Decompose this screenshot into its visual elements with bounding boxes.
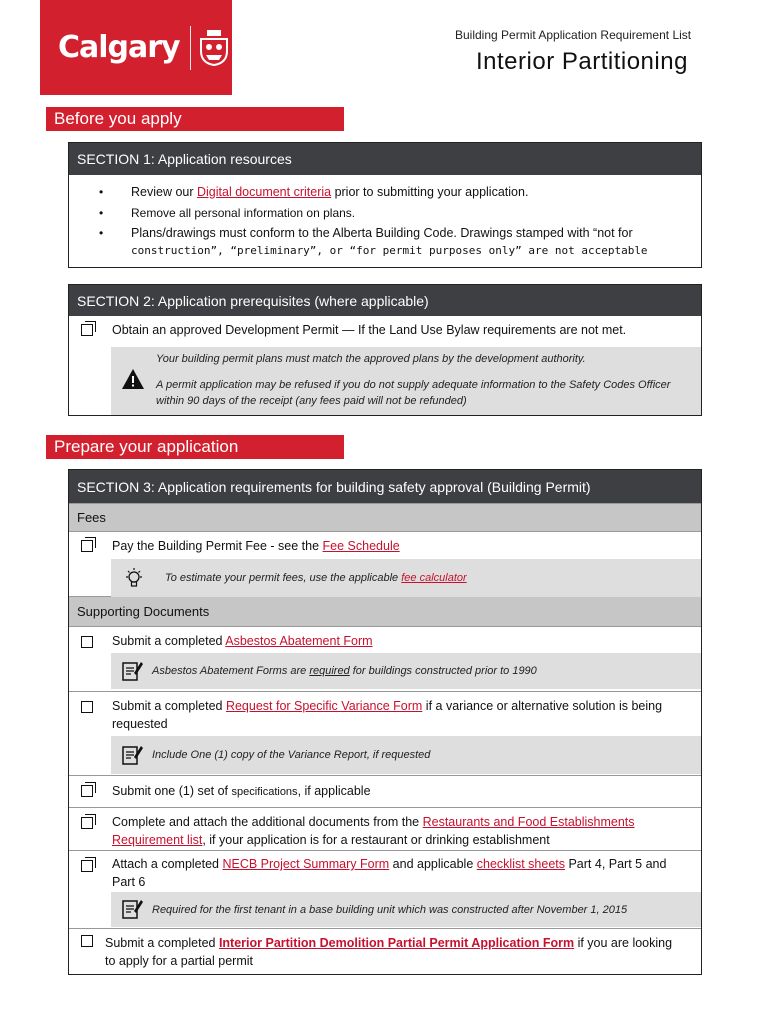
list-item: Submit one (1) set of specifications, if applicable [69,775,701,807]
info-note: Asbestos Abatement Forms are required for buildings constructed prior to 1990 [111,653,701,689]
city-crest-icon [197,29,231,67]
demolition-partial-permit-form-link[interactable]: Interior Partition Demolition Partial Permit Application Form [218,936,575,950]
document-title: Interior Partitioning [476,48,688,75]
section-3-header: SECTION 3: Application requirements for building safety approval (Building Permit) [69,470,701,503]
restaurants-requirement-list-link[interactable]: Restaurants and Food Establishments Requirement list [112,815,635,847]
section-1-bullets [69,175,701,264]
note-pencil-icon [121,659,143,683]
list-item: Submit a completed Interior Partition Demolition Partial Permit Application Form if you are looking to apply for a partial permit [69,928,701,974]
development-permit-item: Obtain an approved Development Permit — If the Land Use Bylaw requirements are not met. [112,323,627,337]
bullet-item: • Review our Digital document criteria prior to submitting your application. [99,185,529,199]
list-item: Complete and attach the additional documents from the Restaurants and Food Establishments Requirement list, if your application is for a restaurant or drinking establishment [69,807,701,850]
info-note: Required for the first tenant in a base building unit which was constructed after November 1, 2015 [111,892,701,927]
warning-triangle-icon [121,368,145,390]
checklist-sheets-link[interactable]: checklist sheets [476,857,565,871]
note-pencil-icon [121,743,143,767]
bullet-item: • Plans/drawings must conform to the Alberta Building Code. Drawings stamped with “not for construction”, “preliminary”, or “for permit purposes only” are not acceptable [99,226,648,257]
section-3-box [68,469,702,975]
info-note: Include One (1) copy of the Variance Report, if requested [111,736,701,774]
logo-divider [190,26,191,70]
supporting-documents-subheader: Supporting Documents [69,596,701,626]
checkbox-icon[interactable] [81,935,93,947]
section-2-box [68,284,702,416]
note-text: Your building permit plans must match the approved plans by the development authority. [156,353,586,365]
checkbox-icon[interactable] [81,636,93,648]
lightbulb-icon [123,567,145,589]
specific-variance-form-link[interactable]: Request for Specific Variance Form [225,699,423,713]
logo-text: Calgary [58,30,180,65]
list-item: Pay the Building Permit Fee - see the Fee Schedule To estimate your permit fees, use the applicable fee calculator [69,531,701,596]
fees-subheader: Fees [69,503,701,531]
note-text: A permit application may be refused if you do not supply adequate information to the Safety Codes Officer within 90 days of the receipt (any fees paid will not be refunded) [156,379,671,407]
checkbox-icon[interactable] [81,540,93,552]
document-subtitle: Building Permit Application Requirement List [455,28,692,42]
fee-schedule-link[interactable]: Fee Schedule [322,539,400,553]
checkbox-icon[interactable] [81,701,93,713]
fee-calculator-link[interactable]: fee calculator [401,572,467,584]
note-pencil-icon [121,897,143,921]
bullet-item: • Remove all personal information on plans. [99,206,356,220]
checkbox-icon[interactable] [81,324,93,336]
calgary-logo [40,0,232,95]
list-item: Submit a completed Asbestos Abatement Form Asbestos Abatement Forms are required for buildings constructed prior to 1990 [69,626,701,691]
checkbox-icon[interactable] [81,860,93,872]
checkbox-icon[interactable] [81,785,93,797]
list-item [69,316,701,415]
section-1-box [68,142,702,268]
warning-note [111,347,701,415]
digital-document-criteria-link[interactable]: Digital document criteria [197,185,332,199]
list-item: Attach a completed NECB Project Summary Form and applicable checklist sheets Part 4, Part 5 and Part 6 Required for the first tenant in a base building unit which was constructed after November 1, 2015 [69,850,701,928]
banner-before-you-apply: Before you apply [46,107,344,131]
list-item: Submit a completed Request for Specific Variance Form if a variance or alternative solution is being requested Include One (1) copy of the Variance Report, if requested [69,691,701,775]
section-1-header: SECTION 1: Application resources [69,143,701,175]
banner-prepare-your-application: Prepare your application [46,435,344,459]
tip-note: To estimate your permit fees, use the applicable fee calculator [111,559,701,597]
section-2-header: SECTION 2: Application prerequisites (where applicable) [69,285,701,316]
checkbox-icon[interactable] [81,817,93,829]
necb-project-summary-form-link[interactable]: NECB Project Summary Form [222,857,390,871]
asbestos-abatement-form-link[interactable]: Asbestos Abatement Form [225,634,373,648]
